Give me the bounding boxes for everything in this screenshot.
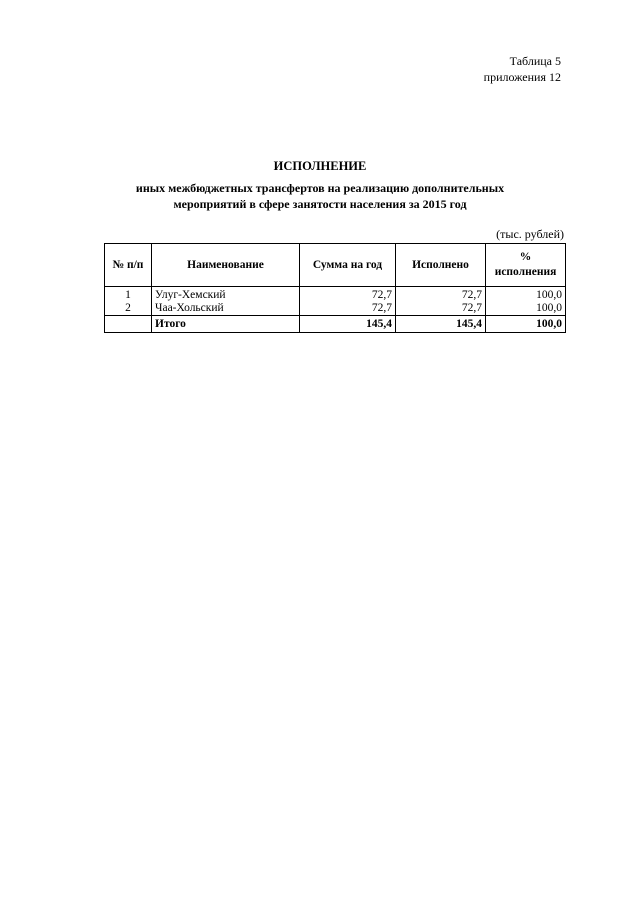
cell-total-done: 145,4 (396, 316, 486, 333)
cell-name: Чаа-Хольский (152, 302, 300, 316)
cell-num: 2 (105, 302, 152, 316)
table-row (105, 287, 566, 303)
document-reference (484, 53, 561, 85)
subtitle-line-1: иных межбюджетных трансфертов на реализацию дополнительных (135, 181, 505, 195)
table-total-row (105, 316, 566, 333)
cell-pct: 100,0 (486, 287, 566, 303)
column-header-done: Исполнено (396, 244, 486, 287)
column-header-pct-label: исполнения (494, 266, 557, 278)
document-subtitle (0, 180, 640, 212)
cell-sum: 72,7 (300, 302, 396, 316)
cell-num-empty (105, 316, 152, 333)
document-title: ИСПОЛНЕНИЕ (273, 159, 367, 173)
units-label: (тыс. рублей) (496, 227, 564, 241)
cell-sum: 72,7 (300, 287, 396, 303)
execution-table (104, 243, 566, 333)
appendix-number: приложения 12 (483, 70, 561, 84)
cell-total-pct: 100,0 (486, 316, 566, 333)
cell-name: Улуг-Хемский (152, 287, 300, 303)
cell-pct: 100,0 (486, 302, 566, 316)
column-header-num: № п/п (105, 244, 152, 287)
column-header-name: Наименование (152, 244, 300, 287)
cell-total-sum: 145,4 (300, 316, 396, 333)
cell-total-label: Итого (152, 316, 300, 333)
table-number: Таблица 5 (509, 54, 561, 68)
table-row (105, 302, 566, 316)
column-header-pct (486, 244, 566, 287)
subtitle-line-2: мероприятий в сфере занятости населения за 2015 год (173, 197, 467, 211)
cell-num: 1 (105, 287, 152, 303)
column-header-pct-symbol: % (519, 251, 532, 263)
table-header-row (105, 244, 566, 287)
cell-done: 72,7 (396, 287, 486, 303)
cell-done: 72,7 (396, 302, 486, 316)
column-header-sum: Сумма на год (300, 244, 396, 287)
